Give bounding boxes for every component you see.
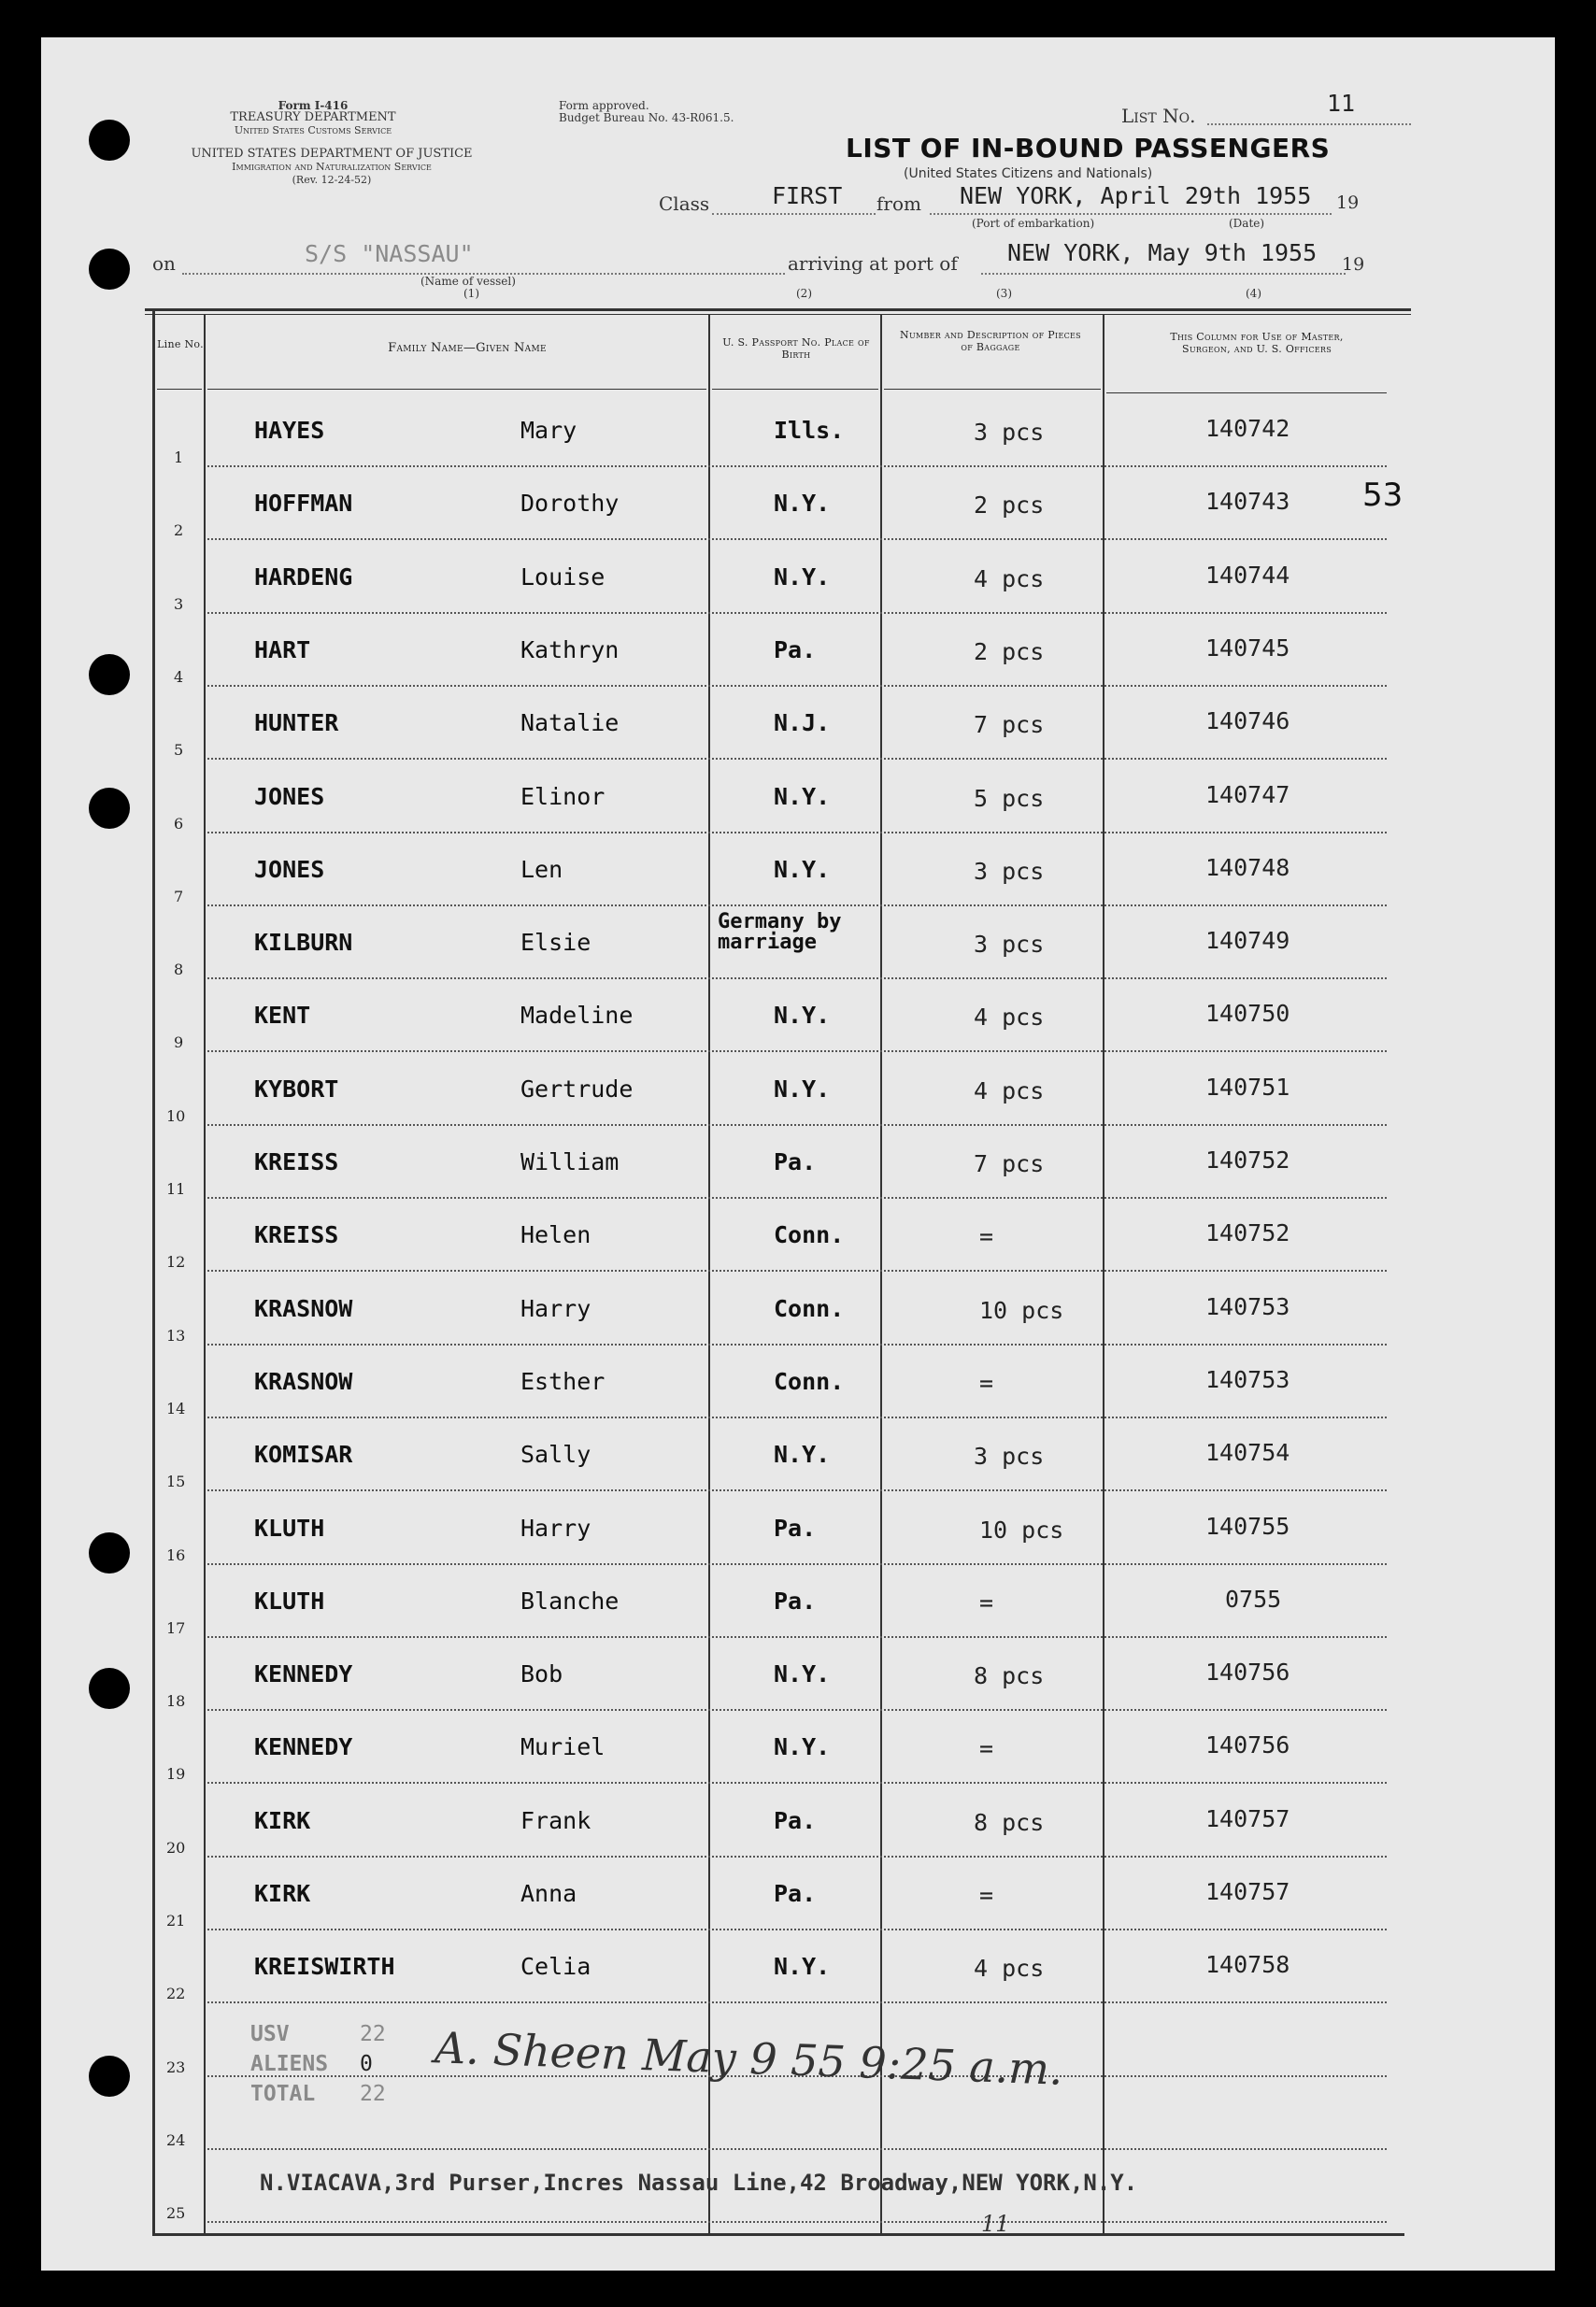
form-number: Form I-416 [278, 99, 349, 112]
baggage: 5 pcs [974, 784, 1045, 812]
officer-number: 0755 [1225, 1585, 1282, 1613]
table-row [0, 543, 1596, 616]
family-name: KLUTH [254, 1514, 325, 1542]
officer-number: 140757 [1205, 1878, 1290, 1905]
family-name: KENT [254, 1002, 311, 1030]
family-name: KREISWIRTH [254, 1953, 395, 1981]
given-name: Mary [520, 417, 577, 444]
line-number: 18 [166, 1692, 186, 1711]
officer-number: 140756 [1205, 1731, 1290, 1759]
revision: (Rev. 12-24-52) [292, 174, 372, 186]
vessel-caption: (Name of vessel) [420, 275, 516, 288]
table-row [0, 1201, 1596, 1274]
officer-number: 140752 [1205, 1219, 1290, 1247]
aliens-label: ALIENS [250, 2052, 329, 2076]
baggage: 3 pcs [974, 857, 1045, 885]
given-name: Louise [520, 563, 606, 591]
col-header-line: Line No. [157, 338, 204, 350]
line-number: 10 [166, 1106, 186, 1125]
given-name: Sally [520, 1441, 591, 1469]
place-of-birth: Germany by marriage [718, 910, 842, 955]
arrival-year-suffix: 19 [1342, 254, 1365, 275]
officer-number: 140745 [1205, 634, 1290, 662]
family-name: KYBORT [254, 1075, 339, 1103]
place-of-birth: N.Y. [774, 563, 831, 591]
table-row [0, 762, 1596, 835]
table-row [0, 1128, 1596, 1201]
family-name: KILBURN [254, 929, 353, 957]
line-number: 3 [174, 594, 184, 613]
baggage: 2 pcs [974, 491, 1045, 520]
place-of-birth: N.Y. [774, 855, 831, 883]
officer-number: 140751 [1205, 1073, 1290, 1101]
line-number: 14 [166, 1399, 186, 1417]
officer-number: 140747 [1205, 780, 1290, 808]
line-number: 20 [166, 1838, 186, 1857]
col-header-officers: This Column for Use of Master, Surgeon, and U. S. Officers [1170, 331, 1344, 355]
port-caption: (Port of embarkation) [972, 217, 1095, 230]
given-name: Blanche [520, 1587, 620, 1615]
from-label: from [876, 192, 921, 215]
place-of-birth: Pa. [774, 1514, 817, 1542]
officer-number: 140754 [1205, 1439, 1290, 1467]
baggage: 3 pcs [974, 1443, 1045, 1471]
family-name: KIRK [254, 1880, 311, 1907]
officer-number: 140750 [1205, 1000, 1290, 1028]
line-number: 9 [174, 1033, 184, 1052]
baggage: 10 pcs [979, 1296, 1064, 1324]
table-row [0, 1640, 1596, 1713]
binder-hole [89, 120, 130, 161]
usc-label: USV [250, 2022, 290, 2046]
place-of-birth: Pa. [774, 635, 817, 663]
place-of-birth: N.Y. [774, 1733, 831, 1761]
table-row [0, 835, 1596, 908]
line-number: 21 [166, 1912, 186, 1930]
arriving-label: arriving at port of [788, 252, 958, 275]
place-of-birth: Ills. [774, 417, 845, 444]
aliens-value: 0 [360, 2052, 373, 2076]
class-value: FIRST [772, 182, 843, 209]
place-of-birth: Pa. [774, 1587, 817, 1615]
family-name: KRASNOW [254, 1294, 353, 1322]
footer-mark: 11 [981, 2211, 1010, 2237]
total-label: TOTAL [250, 2082, 316, 2106]
officer-number: 140743 [1205, 488, 1290, 516]
baggage: 4 pcs [974, 1076, 1045, 1104]
family-name: KREISS [254, 1148, 339, 1175]
binder-hole [89, 2056, 130, 2097]
treasury-dept: TREASURY DEPARTMENT [230, 110, 396, 124]
family-name: KENNEDY [254, 1660, 353, 1688]
place-of-birth: N.J. [774, 709, 831, 737]
binder-hole [89, 249, 130, 290]
officer-number: 140758 [1205, 1951, 1290, 1979]
given-name: Bob [520, 1660, 563, 1688]
col-header-name: Family Name—Given Name [388, 341, 547, 355]
baggage: 7 pcs [974, 1150, 1045, 1177]
officer-number: 140752 [1205, 1146, 1290, 1174]
embarkation-value: NEW YORK, April 29th 1955 [960, 182, 1312, 209]
budget-bureau: Budget Bureau No. 43-R061.5. [559, 111, 734, 124]
table-row [0, 1055, 1596, 1128]
customs-service: United States Customs Service [234, 124, 392, 136]
table-row [0, 1932, 1596, 2005]
place-of-birth: N.Y. [774, 1441, 831, 1469]
given-name: Gertrude [520, 1075, 634, 1103]
place-of-birth: Conn. [774, 1367, 845, 1395]
table-row [0, 1859, 1596, 1932]
family-name: JONES [254, 782, 325, 810]
table-row [0, 908, 1596, 981]
line-number: 12 [166, 1253, 186, 1272]
on-label: on [152, 252, 176, 275]
place-of-birth: Conn. [774, 1221, 845, 1249]
place-of-birth: N.Y. [774, 782, 831, 810]
col4-num: (4) [1246, 287, 1261, 300]
table-row [0, 1347, 1596, 1420]
vessel-col-num: (1) [463, 287, 479, 300]
baggage: 3 pcs [974, 931, 1045, 959]
page-subtitle: (United States Citizens and Nationals) [904, 166, 1153, 181]
table-row [0, 1787, 1596, 1859]
given-name: Madeline [520, 1002, 634, 1030]
given-name: Esther [520, 1367, 606, 1395]
given-name: Kathryn [520, 635, 620, 663]
given-name: Celia [520, 1953, 591, 1981]
officer-number: 140756 [1205, 1659, 1290, 1687]
ins-service: Immigration and Naturalization Service [232, 161, 432, 173]
baggage: 3 pcs [974, 419, 1045, 446]
baggage: 10 pcs [979, 1516, 1064, 1544]
page-title: LIST OF IN-BOUND PASSENGERS [846, 133, 1331, 164]
given-name: Len [520, 855, 563, 883]
line-number: 17 [166, 1618, 186, 1637]
family-name: JONES [254, 855, 325, 883]
family-name: HART [254, 635, 311, 663]
margin-note: 53 [1362, 477, 1404, 514]
given-name: Dorothy [520, 490, 620, 518]
place-of-birth: N.Y. [774, 1953, 831, 1981]
table-row [0, 396, 1596, 469]
officer-number: 140748 [1205, 853, 1290, 881]
place-of-birth: Conn. [774, 1294, 845, 1322]
table-row [0, 1713, 1596, 1786]
baggage: 7 pcs [974, 711, 1045, 739]
given-name: Helen [520, 1221, 591, 1249]
family-name: KLUTH [254, 1587, 325, 1615]
arrival-value: NEW YORK, May 9th 1955 [1007, 239, 1318, 266]
year-suffix: 19 [1336, 192, 1360, 213]
officer-number: 140753 [1205, 1292, 1290, 1320]
place-of-birth: Pa. [774, 1880, 817, 1907]
line-number: 24 [166, 2130, 186, 2149]
col-header-passport: U. S. Passport No. Place of Birth [722, 336, 870, 361]
place-of-birth: Pa. [774, 1148, 817, 1175]
officer-number: 140742 [1205, 415, 1290, 442]
family-name: HUNTER [254, 709, 339, 737]
line-number: 5 [174, 741, 184, 760]
place-of-birth: N.Y. [774, 1075, 831, 1103]
class-label: Class [659, 192, 710, 215]
baggage: = [979, 1735, 994, 1763]
officer-number: 140746 [1205, 707, 1290, 735]
line-number: 6 [174, 814, 184, 833]
table-row [0, 1420, 1596, 1493]
officer-number: 140749 [1205, 927, 1290, 955]
given-name: Natalie [520, 709, 620, 737]
form-approved: Form approved. [559, 99, 649, 112]
given-name: Elinor [520, 782, 606, 810]
baggage: 4 pcs [974, 1955, 1045, 1983]
given-name: Frank [520, 1806, 591, 1834]
justice-dept: UNITED STATES DEPARTMENT OF JUSTICE [191, 147, 473, 161]
list-no-value: 11 [1327, 90, 1356, 117]
baggage: 2 pcs [974, 637, 1045, 665]
col3-num: (3) [996, 287, 1012, 300]
place-of-birth: Pa. [774, 1806, 817, 1834]
line-number: 11 [166, 1180, 186, 1198]
line-number: 7 [174, 887, 184, 905]
line-number: 19 [166, 1765, 186, 1784]
place-of-birth: N.Y. [774, 1660, 831, 1688]
table-row [0, 1494, 1596, 1567]
family-name: KIRK [254, 1806, 311, 1834]
usc-value: 22 [360, 2022, 386, 2046]
purser-signature-line: N.VIACAVA,3rd Purser,Incres Nassau Line,42 Broadway,NEW YORK,N.Y. [260, 2170, 1138, 2196]
baggage: = [979, 1369, 994, 1397]
table-row [0, 1275, 1596, 1347]
handwritten-inspection-stamp: A. Sheen May 9 55 9:25 a.m. [434, 2022, 1064, 2095]
col-header-baggage: Number and Description of Pieces of Baggage [900, 329, 1081, 353]
line-number: 15 [166, 1473, 186, 1491]
baggage: = [979, 1882, 994, 1909]
line-number: 4 [174, 667, 184, 686]
line-number: 23 [166, 2058, 186, 2076]
baggage: = [979, 1223, 994, 1251]
given-name: William [520, 1148, 620, 1175]
family-name: KENNEDY [254, 1733, 353, 1761]
total-value: 22 [360, 2082, 386, 2106]
line-number: 2 [174, 521, 184, 540]
given-name: Elsie [520, 929, 591, 957]
baggage: 8 pcs [974, 1808, 1045, 1836]
given-name: Anna [520, 1880, 577, 1907]
family-name: HARDENG [254, 563, 353, 591]
family-name: HOFFMAN [254, 490, 353, 518]
officer-number: 140755 [1205, 1512, 1290, 1540]
table-row [0, 1567, 1596, 1640]
officer-number: 140744 [1205, 561, 1290, 589]
given-name: Harry [520, 1294, 591, 1322]
table-row [0, 981, 1596, 1054]
date-caption: (Date) [1229, 217, 1265, 230]
baggage: 4 pcs [974, 564, 1045, 592]
family-name: KRASNOW [254, 1367, 353, 1395]
table-row [0, 616, 1596, 689]
line-number: 13 [166, 1326, 186, 1345]
baggage: = [979, 1588, 994, 1616]
list-no-label: List No. [1121, 105, 1196, 127]
table-row [0, 689, 1596, 762]
family-name: KREISS [254, 1221, 339, 1249]
family-name: HAYES [254, 417, 325, 444]
col2-num: (2) [796, 287, 812, 300]
line-number: 16 [166, 1545, 186, 1564]
line-number: 25 [166, 2204, 186, 2223]
place-of-birth: N.Y. [774, 1002, 831, 1030]
line-number: 1 [174, 449, 184, 466]
given-name: Harry [520, 1514, 591, 1542]
baggage: 8 pcs [974, 1662, 1045, 1690]
officer-number: 140753 [1205, 1365, 1290, 1393]
line-number: 22 [166, 1985, 186, 2003]
table-row [0, 469, 1596, 542]
line-number: 8 [174, 961, 184, 979]
vessel-name: S/S "NASSAU" [305, 240, 474, 267]
place-of-birth: N.Y. [774, 490, 831, 518]
baggage: 4 pcs [974, 1004, 1045, 1032]
given-name: Muriel [520, 1733, 606, 1761]
officer-number: 140757 [1205, 1804, 1290, 1832]
family-name: KOMISAR [254, 1441, 353, 1469]
